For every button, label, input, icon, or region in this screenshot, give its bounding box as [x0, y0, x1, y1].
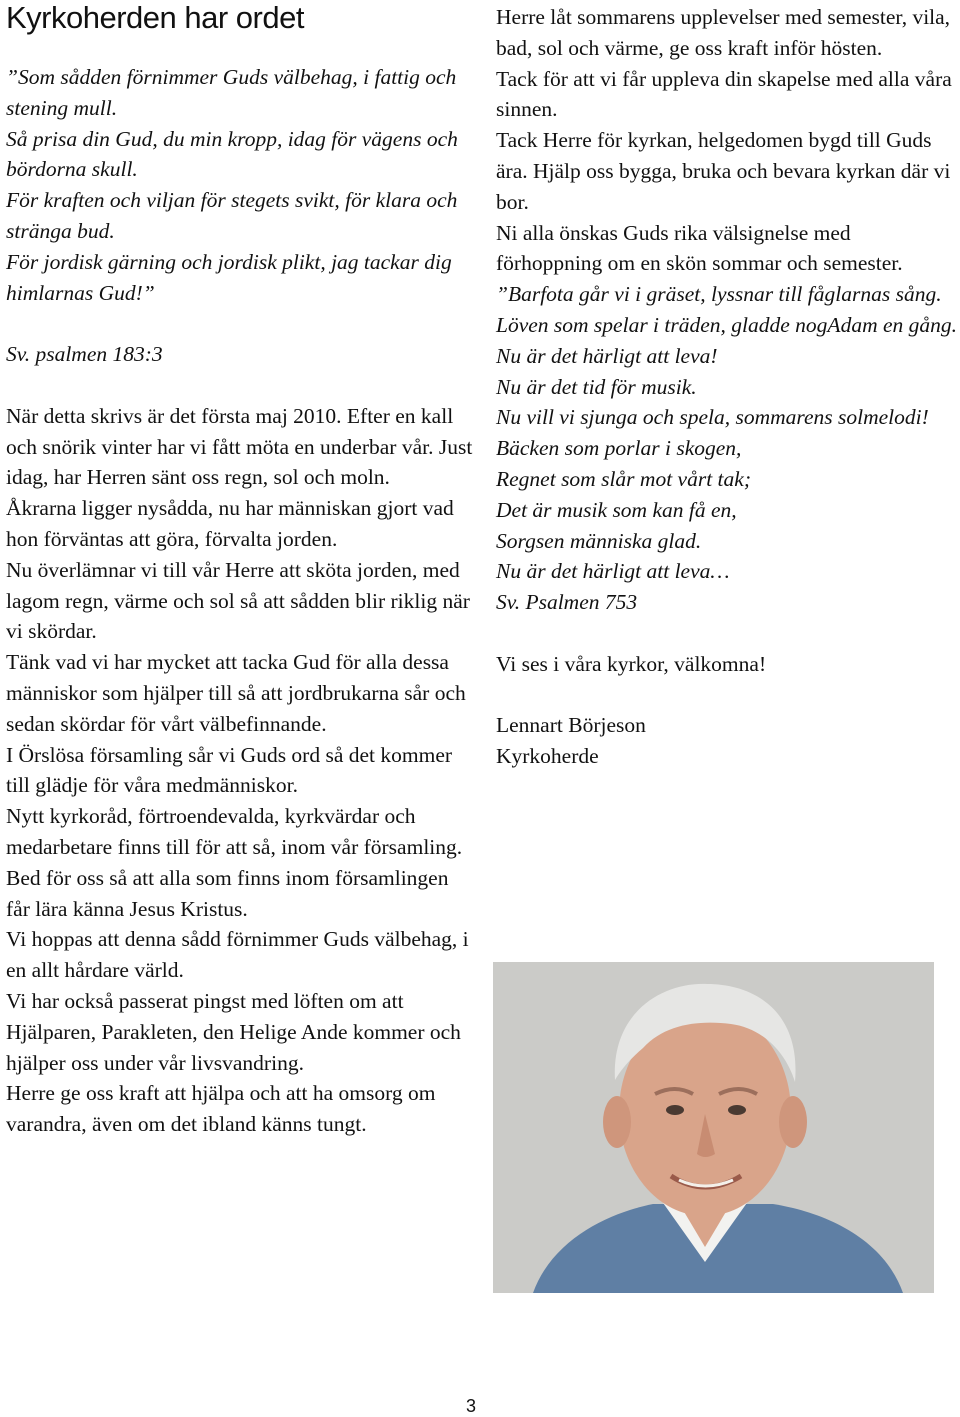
paragraph: Åkrarna ligger nysådda, nu har människan gjort vad hon förväntas att göra, förvalta jorden. — [6, 496, 454, 551]
paragraph: Vi har också passerat pingst med löften om att Hjälparen, Parakleten, den Helige Ande kommer och hjälper oss under vår livsvandring. — [6, 988, 461, 1075]
hymn-line: Så prisa din Gud, du min kropp, idag för vägens och bördorna skull. — [6, 126, 458, 182]
paragraph: När detta skrivs är det första maj 2010. Efter en kall och snörik vinter har vi fått möta en underbar vår. Just idag, har Herren sänt oss regn, sol och moln. — [6, 403, 473, 490]
hymn-line: För kraften och viljan för stegets svikt, för klara och stränga bud. — [6, 188, 458, 243]
poem-line: Det är musik som kan få en, — [496, 497, 737, 522]
hymn-reference: Sv. psalmen 183:3 — [6, 342, 163, 367]
right-ear — [779, 1096, 807, 1148]
paragraph: Tänk vad vi har mycket att tacka Gud för alla dessa människor som hjälper till så att jordbrukarna sår och sedan skördar för vårt välbefinnande. — [6, 650, 466, 736]
left-column — [6, 62, 476, 1140]
poem-line: Nu är det härligt att leva! — [496, 343, 718, 368]
page-number: 3 — [466, 1396, 477, 1416]
poem-reference: Sv. Psalmen 753 — [496, 590, 638, 615]
right-eye — [728, 1105, 746, 1115]
paragraph: Ni alla önskas Guds rika välsignelse med förhoppning om en skön sommar och semester. — [496, 220, 903, 276]
poem-line: Bäcken som porlar i skogen, — [496, 436, 742, 461]
portrait-photo — [493, 962, 934, 1293]
poem-line: ”Barfota går vi i gräset, lyssnar till fåglarnas sång. — [496, 282, 942, 307]
left-eye — [666, 1105, 684, 1115]
paragraph: Nytt kyrkoråd, förtroendevalda, kyrkvärdar och medarbetare finns till för att så, inom vår församling. Bed för oss så att alla som finns inom församlingen får lära känna Jesus Kristus. — [6, 804, 463, 921]
signature-role: Kyrkoherde — [496, 744, 599, 769]
paragraph: Herre ge oss kraft att hjälpa och att ha omsorg om varandra, även om det ibland känns tungt. — [6, 1081, 436, 1137]
right-column — [496, 2, 958, 772]
paragraph: I Örslösa församling sår vi Guds ord så det kommer till glädje för våra medmänniskor. — [6, 742, 453, 798]
greeting: Vi ses i våra kyrkor, välkomna! — [496, 651, 767, 676]
poem-line: Nu är det härligt att leva… — [496, 559, 730, 584]
poem-line: Nu vill vi sjunga och spela, sommarens solmelodi! — [496, 405, 929, 430]
page-title: Kyrkoherden har ordet — [6, 0, 304, 35]
poem-line: Löven som spelar i träden, gladde nogAdam en gång. — [496, 312, 958, 337]
portrait-illustration — [493, 962, 934, 1293]
paragraph: Tack Herre för kyrkan, helgedomen bygd till Guds ära. Hjälp oss bygga, bruka och bevara kyrkan där vi bor. — [496, 128, 951, 214]
paragraph: Herre låt sommarens upplevelser med semester, vila, bad, sol och värme, ge oss kraft inför hösten. — [496, 5, 951, 60]
poem-line: Sorgsen människa glad. — [496, 528, 702, 553]
poem-line: Nu är det tid för musik. — [496, 374, 697, 399]
poem-line: Regnet som slår mot vårt tak; — [496, 466, 751, 491]
paragraph: Nu överlämnar vi till vår Herre att sköta jorden, med lagom regn, värme och sol så att sådden blir riklig när vi skördar. — [6, 557, 470, 644]
hymn-line: ”Som sådden förnimmer Guds välbehag, i fattig och stening mull. — [6, 65, 457, 120]
signature-name: Lennart Börjeson — [496, 713, 646, 738]
paragraph: Vi hoppas att denna sådd förnimmer Guds välbehag, i en allt hårdare värld. — [6, 927, 469, 983]
left-ear — [603, 1096, 631, 1148]
hymn-line: För jordisk gärning och jordisk plikt, jag tackar dig himlarnas Gud!” — [6, 249, 452, 305]
paragraph: Tack för att vi får uppleva din skapelse med alla våra sinnen. — [496, 66, 952, 122]
